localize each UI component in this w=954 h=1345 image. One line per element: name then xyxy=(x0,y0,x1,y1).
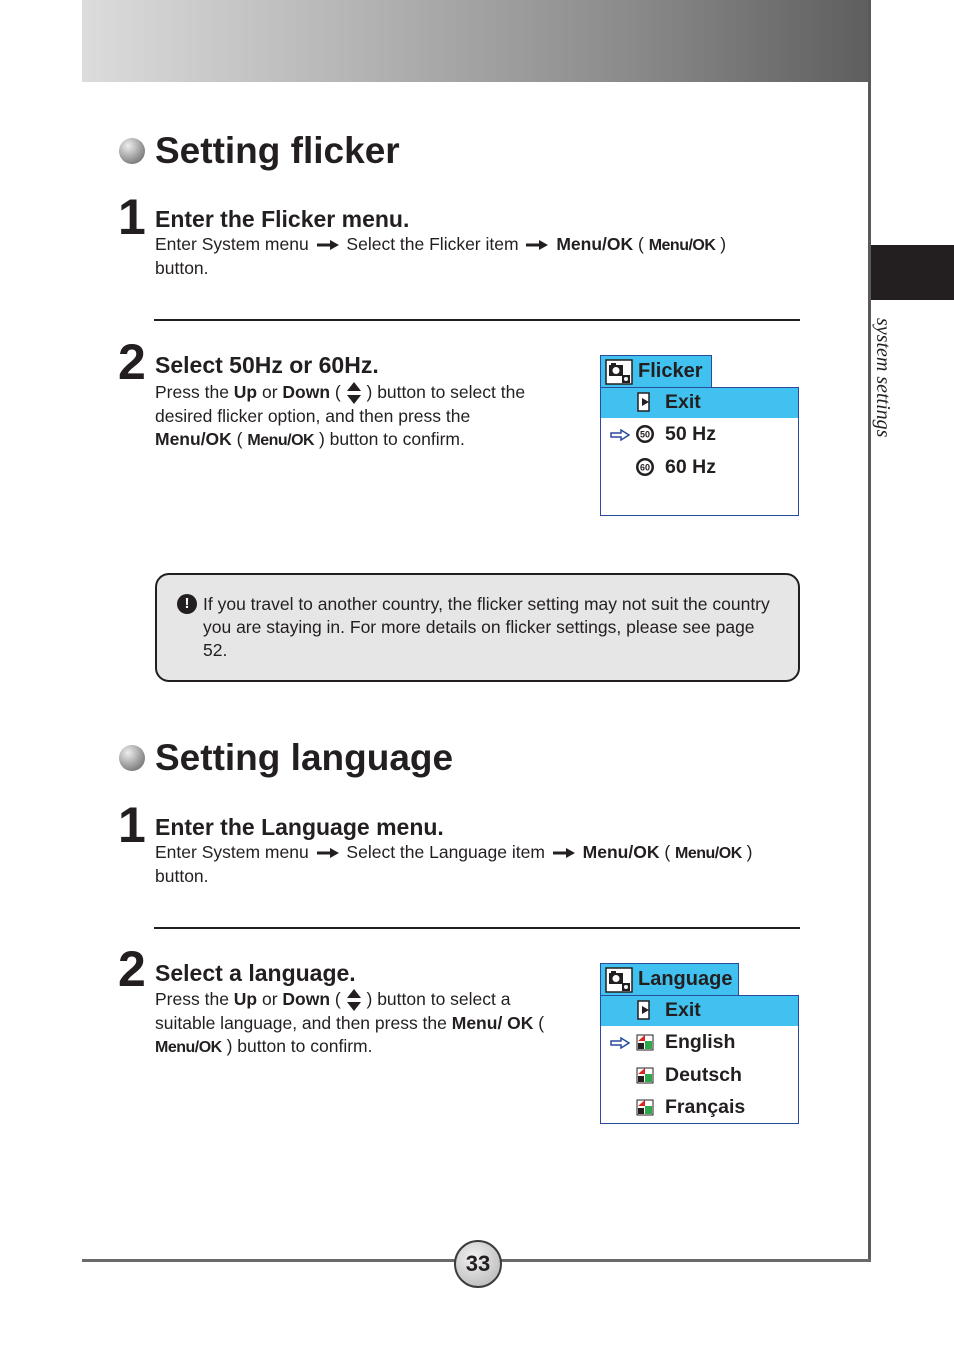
chapter-tab xyxy=(871,245,954,300)
exit-icon xyxy=(635,392,655,412)
menu-item-francais[interactable]: Français xyxy=(601,1093,798,1123)
up-down-keys-icon xyxy=(346,381,362,405)
section-title-flicker: Setting flicker xyxy=(155,130,400,171)
step-body: Enter System menu Select the Flicker item Menu/OK ( Menu/OK ) button. xyxy=(155,234,727,278)
divider xyxy=(154,927,800,929)
menu-item-exit[interactable]: Exit xyxy=(601,996,798,1026)
flag-icon xyxy=(635,1032,655,1052)
menu-ok-key-icon: Menu/OK xyxy=(155,1039,222,1057)
menu-ok-key-icon: Menu/OK xyxy=(675,845,742,862)
section-bullet-icon xyxy=(119,138,145,164)
step-number: 2 xyxy=(118,334,146,390)
step-title: Enter the Language menu. xyxy=(155,814,444,840)
menu-item-english[interactable]: English xyxy=(601,1028,798,1058)
arrow-right-icon xyxy=(317,240,339,250)
step-title: Enter the Flicker menu. xyxy=(155,206,410,232)
arrow-right-icon xyxy=(317,848,339,858)
step-body: Press the Up or Down ( ) button to select a suitable language, and then press the Menu/ OK ( Menu/OK ) button to confirm. xyxy=(155,989,545,1057)
divider xyxy=(154,319,800,321)
arrow-right-icon xyxy=(553,848,575,858)
selection-pointer-icon xyxy=(610,429,630,441)
up-down-keys-icon xyxy=(346,988,362,1012)
page-number: 33 xyxy=(454,1240,502,1288)
step-title: Select a language. xyxy=(155,960,356,986)
menu-item-60hz[interactable]: 60 60 Hz xyxy=(601,453,798,483)
step-number: 2 xyxy=(118,941,146,997)
step-body: Press the Up or Down ( ) button to select the desired flicker option, and then press the Menu/OK ( Menu/OK ) button to confirm. xyxy=(155,382,526,450)
menu-list xyxy=(600,387,799,516)
svg-text:60: 60 xyxy=(639,462,651,473)
flag-icon xyxy=(635,1065,655,1085)
menu-item-50hz[interactable]: 50 50 Hz xyxy=(601,420,798,450)
camera-settings-icon xyxy=(605,359,633,385)
warning-icon: ! xyxy=(177,594,197,614)
chapter-label: system settings xyxy=(872,318,894,438)
menu-ok-key-icon: Menu/OK xyxy=(648,237,716,254)
arrow-right-icon xyxy=(526,240,548,250)
svg-text:50: 50 xyxy=(639,429,651,440)
camera-settings-icon xyxy=(605,967,633,993)
menu-tab: Flicker xyxy=(600,355,712,388)
60hz-icon xyxy=(635,457,655,477)
50hz-icon xyxy=(635,424,655,444)
menu-list xyxy=(600,995,799,1124)
selection-pointer-icon xyxy=(610,1037,630,1049)
flag-icon xyxy=(635,1097,655,1117)
step-title: Select 50Hz or 60Hz. xyxy=(155,352,379,378)
menu-item-deutsch[interactable]: Deutsch xyxy=(601,1061,798,1091)
section-title-language: Setting language xyxy=(155,737,454,778)
menu-tab: Language xyxy=(600,963,739,996)
right-margin-rule xyxy=(868,0,871,1262)
step-number: 1 xyxy=(118,189,146,245)
exit-icon xyxy=(635,1000,655,1020)
menu-ok-key-icon: Menu/OK xyxy=(247,432,315,450)
step-number: 1 xyxy=(118,797,146,853)
header-band xyxy=(82,0,870,82)
section-bullet-icon xyxy=(119,745,145,771)
menu-item-exit[interactable]: Exit xyxy=(601,388,798,418)
note-text: If you travel to another country, the flicker setting may not suit the country you are staying in. For more details on flicker settings, please see page 52. xyxy=(203,594,770,660)
step-body: Enter System menu Select the Language item Menu/OK ( Menu/OK ) button. xyxy=(155,842,753,886)
